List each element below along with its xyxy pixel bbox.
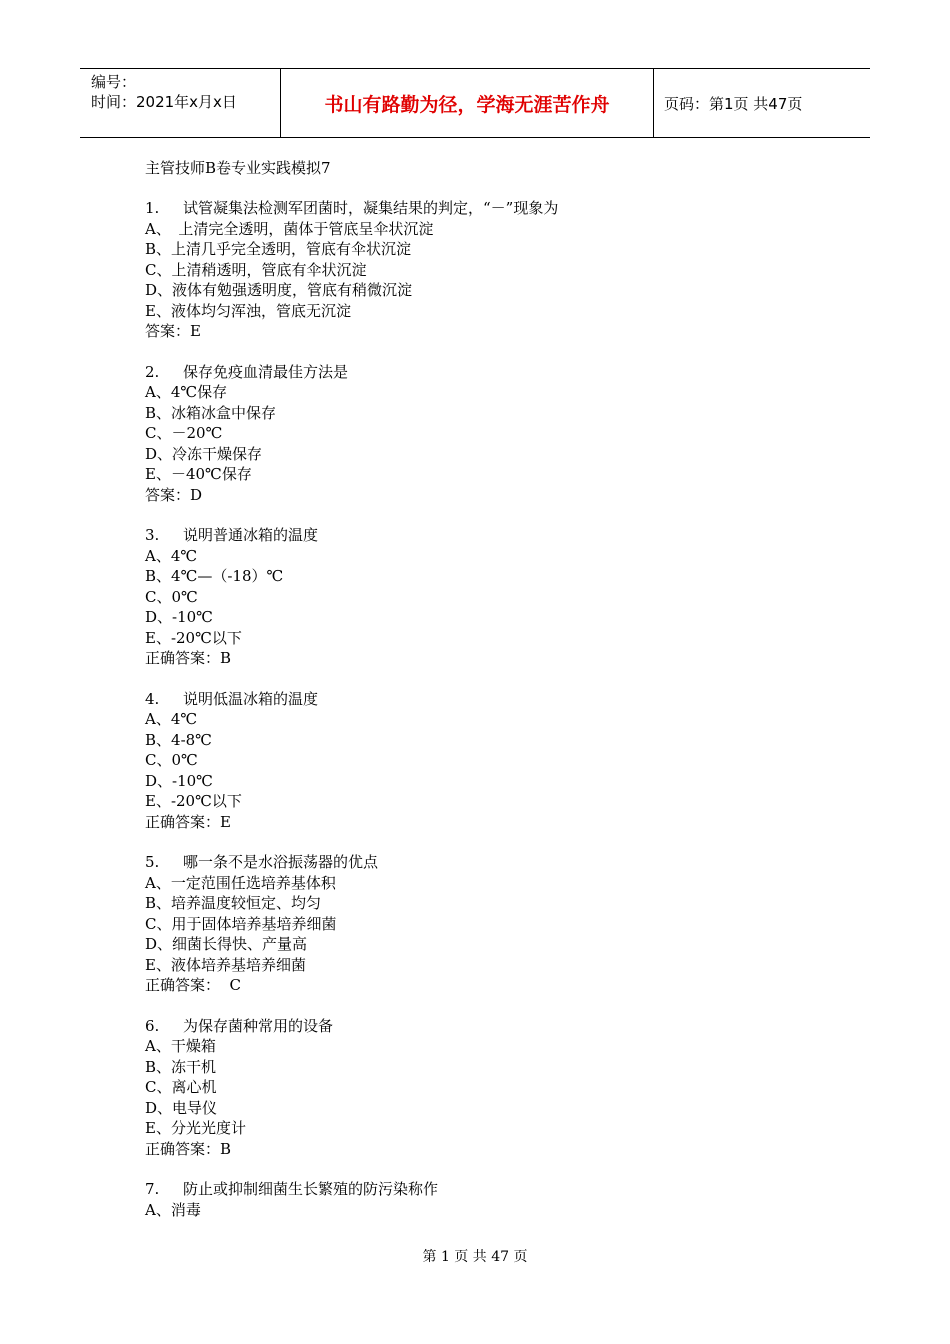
document-number-label: 编号： [91,73,137,91]
question-text: 防止或抑制细菌生长繁殖的防污染称作 [183,1180,439,1198]
question-number: 5. [145,853,160,871]
correct-answer: 正确答案：B [145,649,232,667]
answer-option: E、-20℃以下 [145,792,242,810]
question-number: 2. [145,362,160,381]
correct-answer: 答案：D [145,485,203,504]
answer-option: D、细菌长得快、产量高 [145,935,308,953]
correct-answer: 正确答案： C [145,976,242,994]
question-list [145,198,845,1220]
answer-option: E、分光光度计 [145,1119,246,1137]
answer-option: B、4℃—（-18）℃ [145,567,284,585]
answer-option: D、电导仪 [145,1098,218,1117]
question-stem [145,525,845,546]
answer-option: B、培养温度较恒定、均匀 [145,894,322,912]
question-number: 3. [145,526,160,544]
answer-option: C、用于固体培养基培养细菌 [145,914,337,933]
answer-option: C、上清稍透明，管底有伞状沉淀 [145,260,367,279]
question-item [145,1179,845,1220]
answer-option: A、干燥箱 [145,1037,216,1055]
question-item [145,525,845,669]
answer-option: A、4℃保存 [145,383,228,401]
question-stem [145,852,845,873]
answer-option: B、4-8℃ [145,730,212,749]
question-text: 为保存菌种常用的设备 [183,1016,334,1035]
question-item [145,689,845,833]
question-item [145,198,845,342]
answer-option: C、－20℃ [145,424,223,442]
question-number: 6. [145,1016,160,1035]
answer-option: A、 上清完全透明，菌体于管底呈伞状沉淀 [145,219,434,238]
answer-option: A、4℃ [145,710,198,728]
answer-option: E、液体培养基培养细菌 [145,955,306,974]
question-stem [145,198,845,219]
document-date: 时间：2021年x月x日 [91,93,237,111]
answer-option: E、－40℃保存 [145,465,252,483]
question-number: 4. [145,689,160,708]
question-stem [145,689,845,710]
document-body [145,158,845,1240]
header-meta [80,69,281,137]
answer-option: C、0℃ [145,587,198,606]
answer-option: C、离心机 [145,1078,217,1096]
answer-option: D、-10℃ [145,771,213,790]
answer-option: E、液体均匀浑浊，管底无沉淀 [145,301,351,320]
correct-answer: 正确答案：B [145,1139,232,1158]
question-text: 说明普通冰箱的温度 [183,526,319,544]
answer-option: B、冰箱冰盒中保存 [145,403,277,422]
answer-option: D、冷冻干燥保存 [145,444,263,463]
answer-option: C、0℃ [145,751,198,769]
answer-option: A、一定范围任选培养基体积 [145,873,336,892]
answer-option: B、上清几乎完全透明，管底有伞状沉淀 [145,240,412,258]
header-motto: 书山有路勤为径，学海无涯苦作舟 [281,69,654,137]
answer-option: A、4℃ [145,546,198,565]
question-text: 说明低温冰箱的温度 [183,689,319,708]
question-stem [145,362,845,383]
correct-answer: 正确答案：E [145,812,231,831]
answer-option: D、-10℃ [145,608,213,626]
answer-option: E、-20℃以下 [145,628,242,647]
question-stem [145,1179,845,1200]
document-title: 主管技师B卷专业实践模拟7 [145,159,331,177]
question-item [145,1016,845,1160]
correct-answer: 答案：E [145,322,201,340]
question-text: 哪一条不是水浴振荡器的优点 [183,853,379,871]
question-stem [145,1016,845,1037]
answer-option: A、消毒 [145,1200,201,1219]
answer-option: B、冻干机 [145,1057,217,1076]
answer-option: D、液体有勉强透明度，管底有稍微沉淀 [145,281,413,299]
question-number: 1. [145,199,160,217]
page-header [80,68,870,138]
header-page-info: 页码：第1页 共47页 [664,94,803,113]
question-text: 试管凝集法检测军团菌时，凝集结果的判定，“－”现象为 [183,199,559,217]
question-item [145,852,845,996]
page-footer: 第 1 页 共 47 页 [422,1249,528,1265]
question-item [145,362,845,506]
question-number: 7. [145,1180,160,1198]
question-text: 保存免疫血清最佳方法是 [183,362,349,381]
